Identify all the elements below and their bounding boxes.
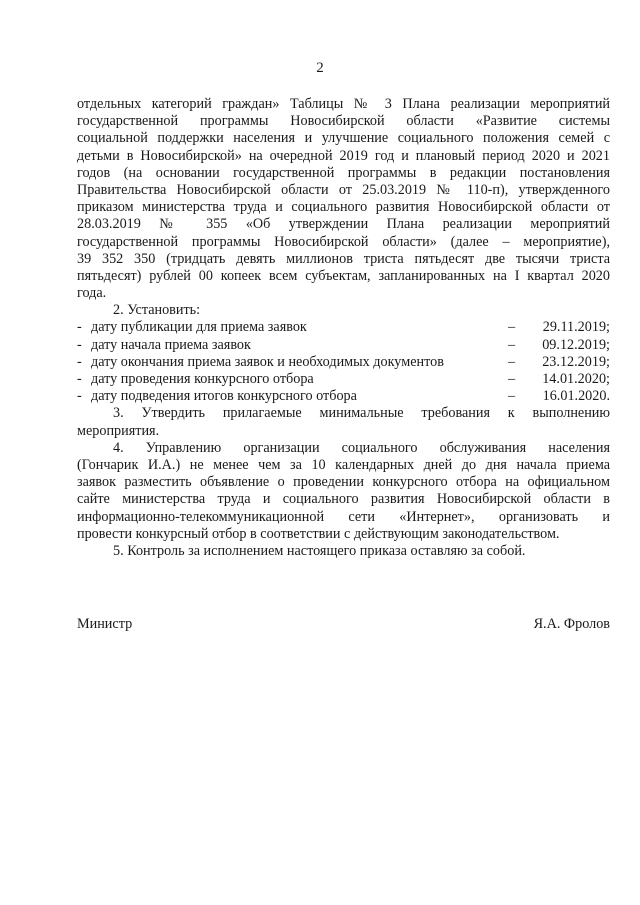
text-line: провести конкурсный отбор в соответствии с действующим законодательством.: [77, 525, 560, 542]
list-dash: -: [77, 319, 82, 336]
date-row-end: [77, 354, 610, 371]
item-4-paragraph: [77, 440, 610, 543]
text-line: сайте министерства труда и социального развития Новосибирской области в: [77, 491, 610, 508]
date-row-start: [77, 337, 610, 354]
text-line: 3. Утвердить прилагаемые минимальные требования к выполнению: [113, 405, 610, 422]
signatory-role: Министр: [77, 616, 133, 632]
document-body: [77, 96, 610, 560]
en-dash: –: [508, 388, 516, 405]
list-dash: -: [77, 353, 82, 370]
date-label: дату начала приема заявок: [91, 336, 251, 353]
text-line: социальной поддержки населения и улучшение социального положения семей с: [77, 130, 610, 147]
page-number: 2: [316, 60, 324, 76]
dates-list: [77, 319, 610, 405]
text-line: заявок разместить объявление о проведении конкурсного отбора на официальном: [77, 474, 610, 491]
text-line: Правительства Новосибирской области от 25.03.2019 № 110-п), утвержденного: [77, 181, 610, 198]
text-line: государственной программы Новосибирской области «Развитие системы: [77, 113, 610, 130]
date-value: 16.01.2020.: [542, 388, 610, 405]
date-label: дату подведения итогов конкурсного отбора: [91, 388, 357, 405]
date-value: 23.12.2019;: [542, 353, 610, 370]
text-line: (Гончарик И.А.) не менее чем за 10 календарных дней до дня начала приема: [77, 456, 610, 473]
text-line: государственной программы Новосибирской области» (далее – мероприятие),: [77, 233, 610, 250]
list-dash: -: [77, 336, 82, 353]
text-line: 28.03.2019 № 355 «Об утверждении Плана реализации мероприятий: [77, 216, 610, 233]
text-line: информационно-телекоммуникационной сети «Интернет», организовать и: [77, 508, 610, 525]
text-line: детьми в Новосибирской» на очередной 2019 год и плановый период 2020 и 2021: [77, 147, 610, 164]
date-label: дату проведения конкурсного отбора: [91, 371, 314, 387]
date-label: дату окончания приема заявок и необходимых документов: [91, 353, 444, 370]
item-2-heading: 2. Установить:: [113, 302, 201, 319]
date-label: дату публикации для приема заявок: [91, 319, 307, 336]
en-dash: –: [508, 319, 516, 336]
date-row-selection: [77, 371, 610, 388]
text-line: 39 352 350 (тридцать девять миллионов триста пятьдесят две тысячи триста: [77, 250, 610, 267]
list-dash: -: [77, 388, 82, 405]
item-3-paragraph: [77, 405, 610, 439]
date-value: 09.12.2019;: [542, 336, 610, 353]
item-5-paragraph: 5. Контроль за исполнением настоящего приказа оставляю за собой.: [113, 542, 526, 559]
text-line: отдельных категорий граждан» Таблицы № 3 Плана реализации мероприятий: [77, 96, 610, 112]
text-line: мероприятия.: [77, 422, 160, 439]
text-line: годов (на основании государственной программы в редакции постановления: [77, 164, 610, 181]
en-dash: –: [508, 353, 516, 370]
date-row-results: [77, 388, 610, 405]
text-line: пятьдесят) рублей 00 копеек всем субъектам, запланированных на I квартал 2020: [77, 267, 610, 284]
intro-paragraph: [77, 96, 610, 302]
en-dash: –: [508, 371, 516, 387]
text-line: года.: [77, 285, 107, 302]
date-row-publication: [77, 319, 610, 336]
signatory-name: Я.А. Фролов: [533, 616, 610, 632]
date-value: 14.01.2020;: [542, 371, 610, 387]
date-value: 29.11.2019;: [542, 319, 610, 336]
text-line: 4. Управлению организации социального обслуживания населения: [113, 439, 610, 456]
list-dash: -: [77, 371, 82, 387]
en-dash: –: [508, 336, 516, 353]
text-line: приказом министерства труда и социального развития Новосибирской области от: [77, 199, 610, 216]
